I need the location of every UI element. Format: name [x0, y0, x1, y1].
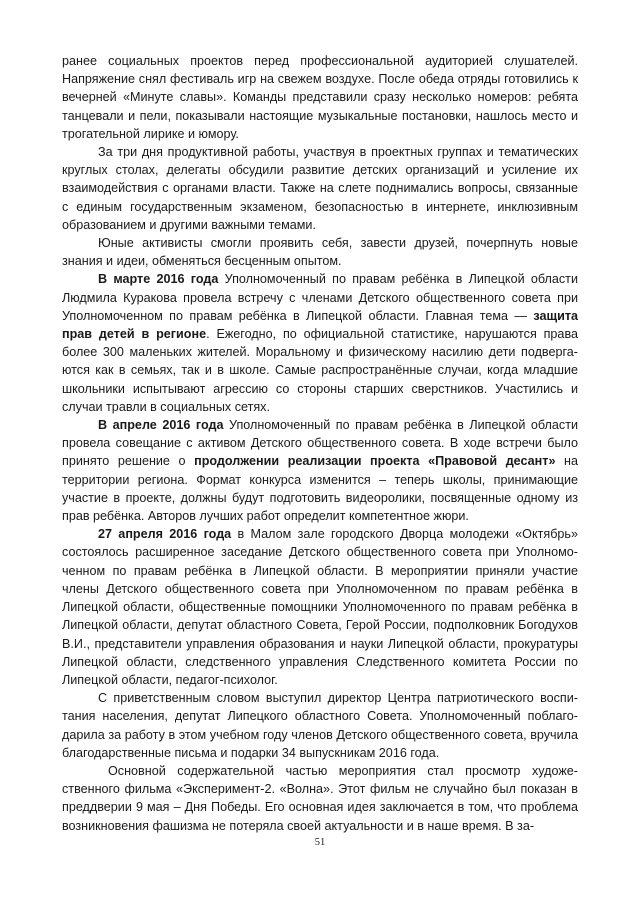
p2-text-1: За три дня продуктивной работы, участвуя в проектных группах и тематических круглых столах, делегаты обсудили развитие детских организаций и усиление их взаимодействия с органами власти. Также на слете поднимались вопросы, связанные с единым государственным экзаменом, безопасностью в интернете, инклюзивным образованием и другими важными темами. — [62, 145, 578, 232]
paragraph-5 — [62, 416, 578, 525]
paragraph-2 — [62, 143, 578, 234]
paragraph-7 — [62, 689, 578, 762]
p3-text-1: Юные активисты смогли проявить себя, завести друзей, почерпнуть новые знания и идеи, обменяться бесценным опытом. — [62, 236, 578, 269]
p5-text-2: на территории региона. Формат конкурса изменится – теперь школы, принимающие участие в проекте, должны будут подготовить видеоролики, посвященные одному из прав ребёнка. Авторов лучших работ определит компетентное жюри. — [62, 454, 578, 524]
p4-bold-date: В марте 2016 года — [98, 272, 219, 287]
p1-text-1: ранее социальных проектов перед профессиональной аудиторией слушателей. Напряжение снял фестиваль игр на свежем воздухе. После обеда отряды готовились к вечерней «Минуте славы». Команды представили сразу несколько номеров: ребята танцевали и пели, показывали настоящие музыкальные постановки, нашлось место и трогательной лирике и юмору. — [62, 54, 578, 141]
p5-text-1: Уполномоченный по правам ребёнка в Липецкой области провела совещание с активом Детского общественного совета. В ходе встречи было принято решение о — [62, 418, 578, 469]
p5-bold-date: В апреле 2016 года — [98, 418, 224, 433]
p4-text-1: Уполномоченный по правам ребёнка в Липецкой области Людмила Куракова провела встречу с членами Детского общественного совета при Уполномоченном по правам ребёнка в Липецкой области. Главная тема — — [62, 272, 578, 323]
document-page — [62, 52, 578, 835]
p4-bold-topic: защита прав детей в регионе — [62, 308, 578, 342]
paragraph-3 — [62, 234, 578, 270]
p4-text-2: . Ежегодно, по официальной статистике, нарушаются права более 300 маленьких жителей. Моральному и физическому насилию дети подвергаются как в семьях, так и в школе. Самые распространённые случаи, когда младшие школьники испытывают агрессию со стороны старших сверстников. Участились и случаи травли в социальных сетях. — [62, 327, 578, 414]
p6-text-1: в Малом зале городского Дворца молодежи «Октябрь» состоялось расширенное заседание Детского общественного совета при Уполномоченном по правам ребёнка в Липецкой области. В мероприятии приняли участие члены Детского общественного совета при Уполномоченном по правам ребёнка в Липецкой области, общественные помощники Уполномоченного по правам ребёнка в Липецкой области, депутат областного Совета, Герой России, подполковник Богодухов В.И., представители управления образования и науки Липецкой области, прокуратуры Липецкой области, следственного управления Следственного комитета России по Липецкой области, педагог-психолог. — [62, 527, 578, 687]
paragraph-6 — [62, 525, 578, 689]
p8-text-1: Основной содержательной частью мероприятия стал просмотр художественного фильма «Эксперимент-2. «Волна». Этот фильм не случайно был показан в преддверии 9 мая – Дня Победы. Его основная идея заключается в том, что проблема возникновения фашизма не потеряла своей актуальности и в наше время. В за- — [62, 763, 578, 833]
p6-bold-date: 27 апреля 2016 года — [98, 527, 232, 542]
paragraph-8 — [62, 762, 578, 835]
paragraph-4 — [62, 270, 578, 416]
p7-text-1: С приветственным словом выступил директор Центра патриотического воспитания населения, депутат Липецкого областного Совета. Уполномоченный поблагодарила за работу в этом учебном году членов Детского общественного совета, вручила благодарственные письма и подарки 34 выпускникам 2016 года. — [62, 691, 578, 760]
page-number: 51 — [314, 837, 326, 848]
paragraph-1 — [62, 52, 578, 143]
p5-bold-project: продолжении реализации проекта «Правовой десант» — [194, 454, 556, 469]
